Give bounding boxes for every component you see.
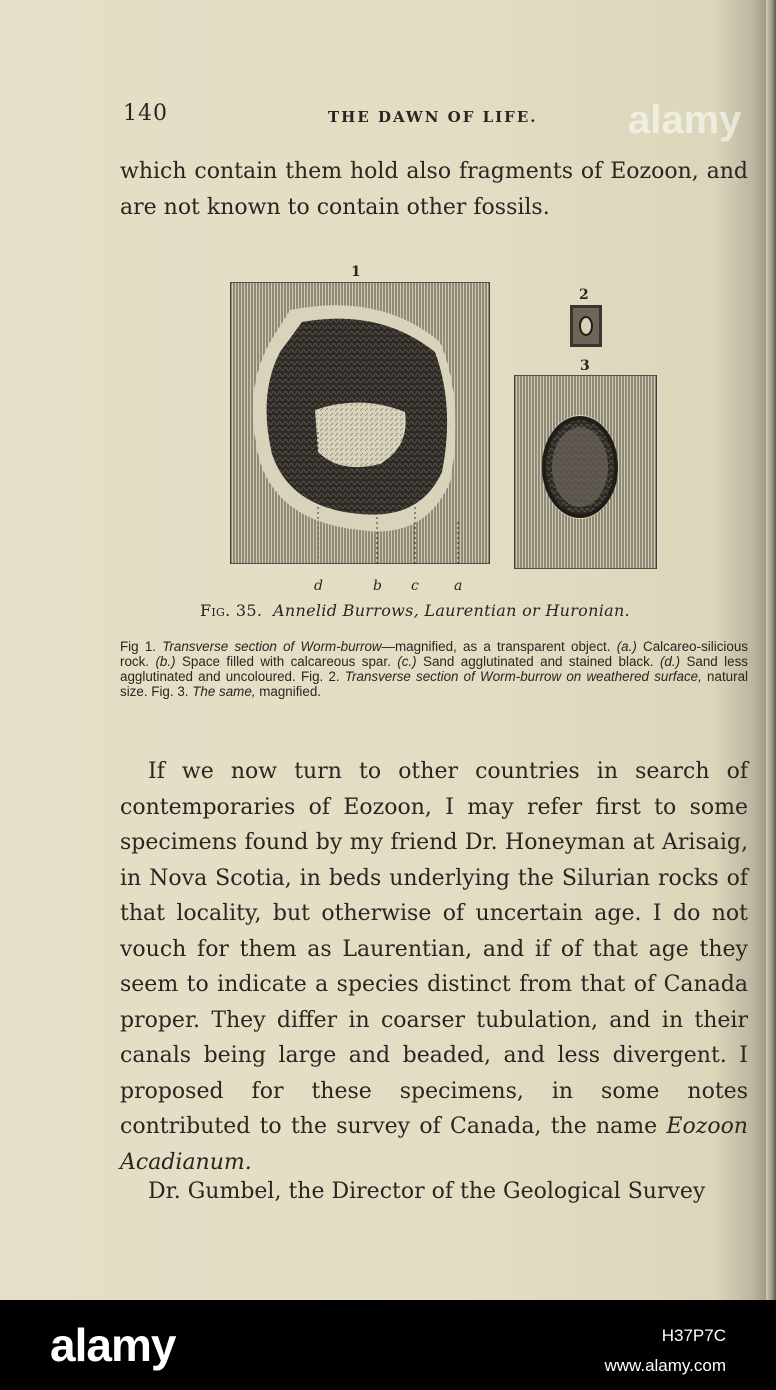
running-head: THE DAWN OF LIFE. bbox=[328, 108, 538, 126]
expl-fig1-prefix: Fig 1. bbox=[120, 639, 156, 654]
figure-caption bbox=[200, 601, 630, 620]
marker-d: d bbox=[314, 578, 323, 594]
paragraph-2 bbox=[120, 754, 748, 1180]
figure-explanation bbox=[120, 639, 748, 699]
figure-1-markers bbox=[230, 578, 490, 600]
expl-fig3-rest: magnified. bbox=[259, 684, 322, 699]
watermark-site: www.alamy.com bbox=[604, 1356, 726, 1375]
species-name: Eozoon Acadianum. bbox=[120, 1114, 748, 1175]
page-spine-edge bbox=[766, 0, 776, 1300]
marker-c: c bbox=[411, 578, 419, 594]
figure-1-burrow-section bbox=[230, 282, 490, 564]
figure-2-burrow-natural-size bbox=[570, 305, 602, 347]
expl-a-label: (a.) bbox=[616, 639, 637, 654]
watermark-info bbox=[604, 1321, 726, 1381]
watermark-image-id: H37P7C bbox=[661, 1326, 726, 1345]
paragraph-2-text: If we now turn to other countries in search of contemporaries of Eozoon, I may refer first to some specimens found by my friend Dr. Honeyman at Arisaig, in Nova Scotia, in beds underlying the Silurian rocks of that locality, but otherwise of uncertain age. I do not vouch for them as Laurentian, and if of that age they seem to indicate a species distinct from that of Canada proper. They differ in coarser tubulation, and in their canals being large and beaded, and less divergent. I proposed for these specimens, in some notes contributed to the survey of Canada, the name bbox=[120, 759, 748, 1139]
marker-b: b bbox=[373, 578, 382, 594]
paragraph-1: which contain them hold also fragments of Eozoon, and are not known to contain other fossils. bbox=[120, 159, 748, 220]
expl-fig2-title: Transverse section of Worm-burrow on weathered surface, bbox=[344, 669, 702, 684]
expl-d-label: (d.) bbox=[659, 654, 681, 669]
expl-fig2-prefix: Fig. 2. bbox=[300, 669, 340, 684]
figure-3-burrow-magnified bbox=[514, 375, 657, 569]
expl-fig3-prefix: Fig. 3. bbox=[151, 684, 189, 699]
watermark-bar bbox=[0, 1300, 776, 1390]
figure-3-number: 3 bbox=[580, 358, 590, 374]
expl-fig1-rest: —magnified, as a transparent object. bbox=[381, 639, 611, 654]
expl-c-label: (c.) bbox=[397, 654, 417, 669]
expl-d: Sand less agglutinated and uncoloured. bbox=[120, 654, 748, 684]
expl-c: Sand agglutinated and stained black. bbox=[423, 654, 654, 669]
expl-fig2-rest: natural size. bbox=[120, 669, 748, 699]
figure-1-number: 1 bbox=[351, 264, 361, 280]
watermark-overlay-logo: alamy bbox=[628, 98, 742, 142]
page-number: 140 bbox=[123, 101, 168, 126]
marker-a: a bbox=[454, 578, 463, 594]
expl-fig3-title: The same, bbox=[192, 684, 256, 699]
watermark-logo: alamy bbox=[50, 1319, 176, 1371]
figure-2-number: 2 bbox=[579, 287, 589, 303]
paragraph-3: Dr. Gumbel, the Director of the Geological Survey bbox=[148, 1179, 706, 1204]
expl-fig1-title: Transverse section of Worm-burrow bbox=[162, 639, 382, 654]
expl-a: Calcareo-silicious rock. bbox=[120, 639, 748, 669]
figure-caption-title: Annelid Burrows, Laurentian or Huronian. bbox=[273, 601, 630, 620]
expl-b: Space filled with calcareous spar. bbox=[182, 654, 391, 669]
figure-caption-label: Fig. 35. bbox=[200, 601, 263, 620]
expl-b-label: (b.) bbox=[155, 654, 176, 669]
